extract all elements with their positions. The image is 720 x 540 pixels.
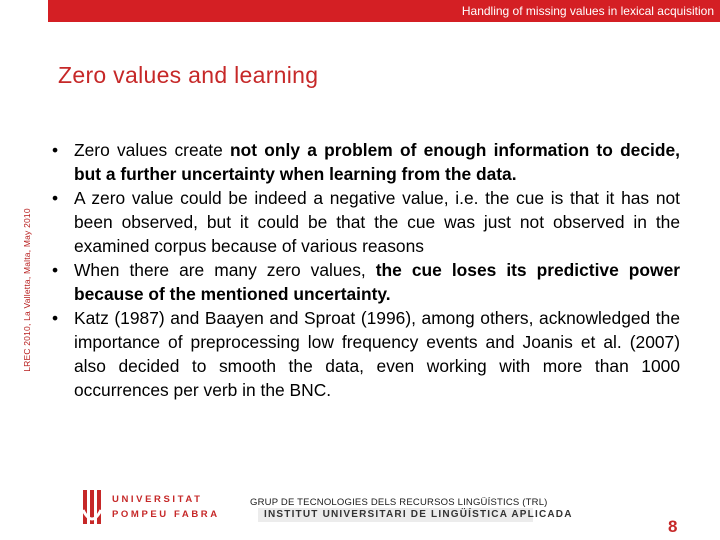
bullet-list: [52, 138, 680, 402]
institute-name: INSTITUT UNIVERSITARI DE LINGÜÍSTICA APLICADA: [264, 509, 573, 520]
upf-logo-icon: [80, 488, 104, 528]
header-bar: [48, 0, 720, 22]
bullet-item: [52, 306, 680, 402]
bullet-icon: •: [52, 260, 59, 280]
slide-title: Zero values and learning: [58, 62, 319, 88]
university-subname: POMPEU FABRA: [112, 509, 220, 520]
bullet-icon: •: [52, 308, 59, 328]
bullet-emphasis: not only a problem of enough information to decide, but a further uncertainty when learning from the data.: [74, 140, 680, 184]
bullet-item: [52, 138, 680, 186]
page-number: 8: [668, 517, 678, 536]
research-group: GRUP DE TECNOLOGIES DELS RECURSOS LINGÜÍSTICS (TRL): [250, 497, 548, 507]
institute-banner: [258, 508, 573, 522]
bullet-item: [52, 186, 680, 258]
conference-label: LREC 2010, La Valletta, Malta, May 2010: [22, 208, 32, 372]
bullet-emphasis: the cue loses its predictive power because of the mentioned uncertainty.: [74, 260, 681, 304]
bullet-item: [52, 258, 680, 306]
bullet-text: A zero value could be indeed a negative value, i.e. the cue is that it has not been observed, but it could be that the cue was just not observed in the examined corpus because of various reasons: [74, 188, 680, 256]
bullet-text: Zero values create not only a problem of enough information to decide, but a further uncertainty when learning from the data.: [74, 140, 680, 184]
university-logo: [80, 488, 240, 528]
presentation-title: Handling of missing values in lexical acquisition: [461, 4, 714, 18]
bullet-text: Katz (1987) and Baayen and Sproat (1996), among others, acknowledged the importance of preprocessing low frequency events and Joanis et al. (2007) also decided to smooth the data, even working with more than 1000 occurrences per verb in the BNC.: [74, 308, 680, 400]
bullet-icon: •: [52, 188, 59, 208]
university-name: UNIVERSITAT: [112, 494, 203, 505]
bullet-text: When there are many zero values, the cue loses its predictive power because of the mentioned uncertainty.: [74, 260, 681, 304]
bullet-icon: •: [52, 140, 59, 160]
